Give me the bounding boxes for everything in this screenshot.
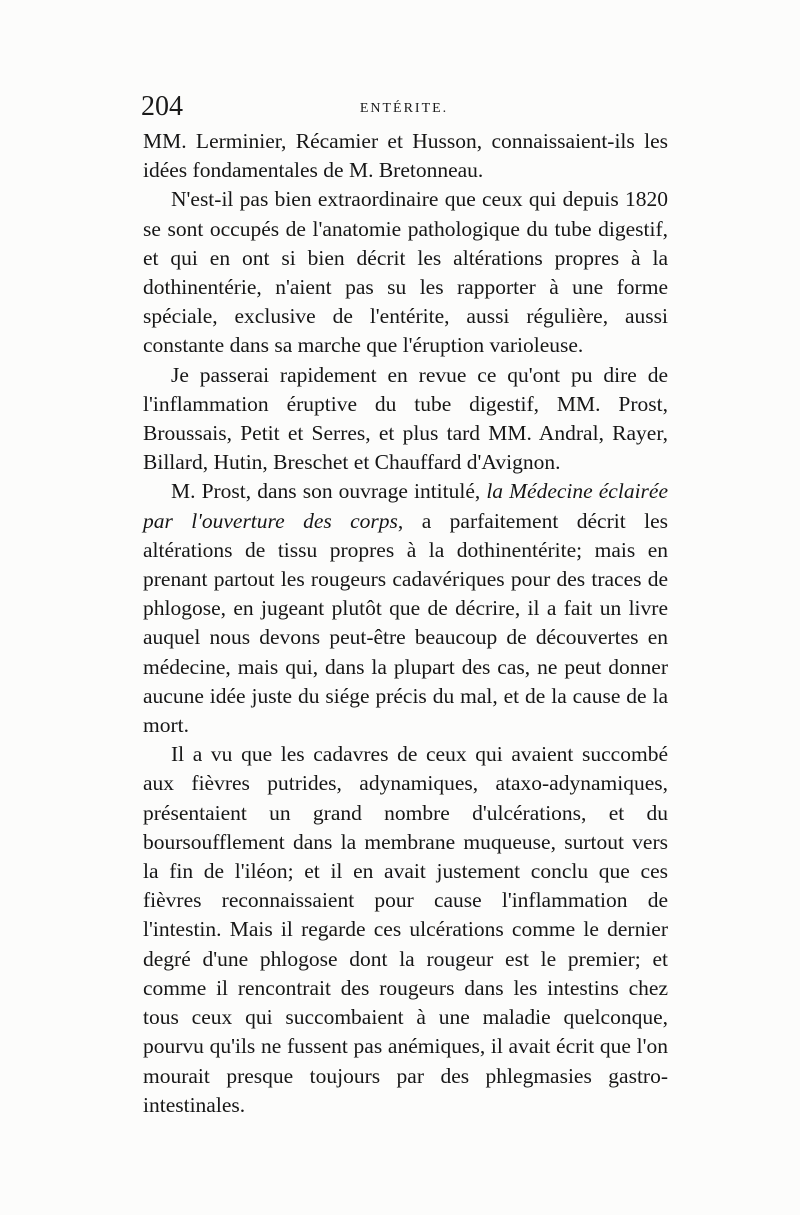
paragraph [143,740,668,1120]
text-run: Je passerai rapidement en revue ce qu'ont pu dire de l'inflammation éruptive du tube digestif, MM. Prost, Broussais, Petit et Serres, et plus tard MM. Andral, Rayer, Billard, Hutin, Breschet et Chauffard d'Avignon. [143,362,668,475]
paragraph [143,477,668,740]
text-run: N'est-il pas bien extraordinaire que ceux qui depuis 1820 se sont occupés de l'anatomie pathologique du tube digestif, et qui en ont si bien décrit les altérations propres à la dothinentérie, n'aient pas su les rapporter à une forme spéciale, exclusive de l'entérite, aussi régulière, aussi constante dans sa marche que l'éruption varioleuse. [143,187,668,358]
body-text [143,127,668,1120]
text-run: , a parfaitement décrit les altérations de tissu propres à la dothinentérite; mais en prenant partout les rougeurs cadavériques pour des traces de phlogose, en jugeant plutôt que de décrire, il a fait un livre auquel nous devons peut-être beaucoup de découvertes en médecine, mais qui, dans la plupart des cas, ne peut donner aucune idée juste du siége précis du mal, et de la cause de la mort. [143,508,668,738]
book-title: la Médecine éclairée par l'ouverture des corps [143,479,668,533]
text-run: MM. Lerminier, Récamier et Husson, connaissaient-ils les idées fondamentales de M. Bretonneau. [143,129,668,183]
text-run: Il a vu que les cadavres de ceux qui avaient succombé aux fièvres putrides, adynamiques, ataxo-adynamiques, présentaient un grand nombre d'ulcérations, et du boursoufflement dans la membrane muqueuse, surtout vers la fin de l'iléon; et il en avait justement conclu que ces fièvres reconnaissaient pour cause l'inflammation de l'intestin. Mais il regarde ces ulcérations comme le dernier degré d'une phlogose dont la rougeur est le premier; et comme il rencontrait des rougeurs dans les intestins chez tous ceux qui succombaient à une maladie quelconque, pourvu qu'ils ne fussent pas anémiques, il avait écrit que l'on mourait presque toujours par des phlegmasies gastro-intestinales. [143,742,668,1117]
paragraph [143,185,668,360]
page-number: 204 [141,91,183,122]
paragraph [143,361,668,478]
text-run: M. Prost, dans son ouvrage intitulé, [171,479,487,504]
running-head: ENTÉRITE. [359,101,449,116]
paragraph [143,127,668,185]
page-header [141,91,667,127]
